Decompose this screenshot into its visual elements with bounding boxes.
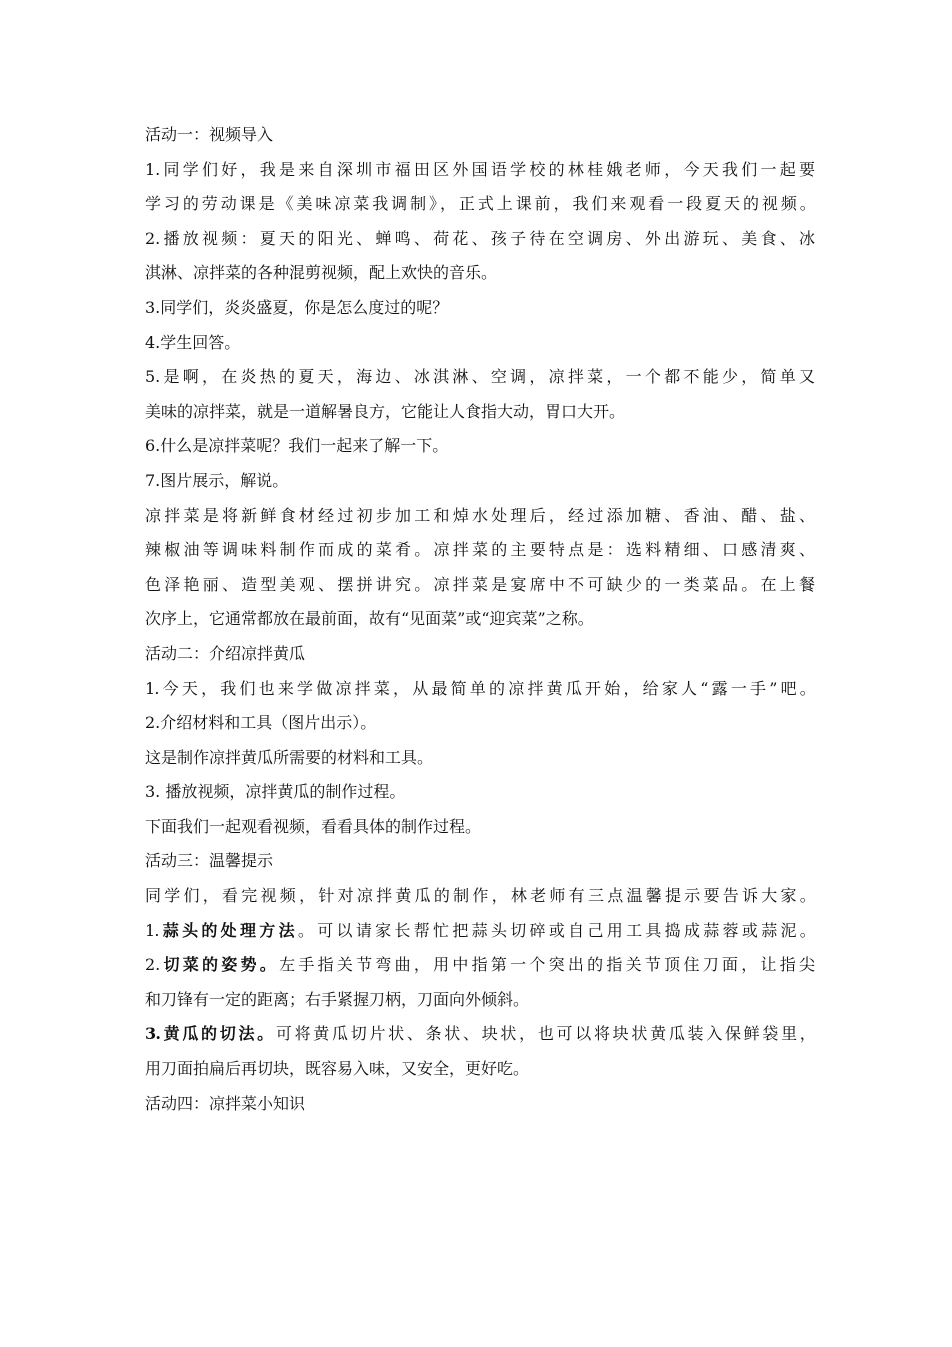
paragraph-line: 5.是啊，在炎热的夏天，海边、冰淇淋、空调，凉拌菜，一个都不能少，简单又 [145, 367, 815, 387]
paragraph-line: 次序上，它通常都放在最前面，故有“见面菜”或“迎宾菜”之称。 [145, 609, 594, 629]
tip-line [145, 1017, 815, 1052]
section-heading-activity-2: 活动二：介绍凉拌黄瓜 [145, 643, 306, 663]
paragraph-line: 和刀锋有一定的距离；右手紧握刀柄，刀面向外倾斜。 [145, 989, 530, 1009]
tip-title: 切菜的姿势。 [160, 955, 280, 975]
tip-text: 左手指关节弯曲，用中指第一个突出的指关节顶住刀面，让指尖 [279, 955, 815, 975]
paragraph-line: 2.介绍材料和工具（图片出示）。 [145, 713, 377, 733]
section-heading-activity-4: 活动四：凉拌菜小知识 [145, 1093, 306, 1113]
tip-number: 1. [145, 920, 159, 940]
paragraph-line: 下面我们一起观看视频，看看具体的制作过程。 [145, 816, 482, 836]
section-heading-activity-3: 活动三：温馨提示 [145, 851, 274, 871]
tip-line [145, 948, 815, 983]
paragraph-line: 凉拌菜是将新鲜食材经过初步加工和焯水处理后，经过添加糖、香油、醋、盐、 [145, 505, 815, 525]
tip-title: 蒜头的处理方法 [158, 920, 298, 940]
paragraph-line: 学习的劳动课是《美味凉菜我调制》，正式上课前，我们来观看一段夏天的视频。 [145, 194, 815, 214]
paragraph-line: 7.图片展示，解说。 [145, 470, 289, 490]
paragraph-line: 2.播放视频：夏天的阳光、蝉鸣、荷花、孩子待在空调房、外出游玩、美食、冰 [145, 228, 815, 248]
paragraph-line: 3. 播放视频，凉拌黄瓜的制作过程。 [145, 782, 406, 802]
paragraph-line: 4.学生回答。 [145, 332, 241, 352]
paragraph-line: 同学们，看完视频，针对凉拌黄瓜的制作，林老师有三点温馨提示要告诉大家。 [145, 886, 815, 906]
tip-text: 可将黄瓜切片状、条状、块状，也可以将块状黄瓜装入保鲜袋里， [275, 1024, 815, 1044]
tip-number: 2. [145, 955, 161, 975]
paragraph-line: 用刀面拍扁后再切块，既容易入味，又安全，更好吃。 [145, 1059, 530, 1079]
paragraph-line: 淇淋、凉拌菜的各种混剪视频，配上欢快的音乐。 [145, 263, 498, 283]
document-page [145, 118, 815, 1121]
paragraph-line: 6.什么是凉拌菜呢？我们一起来了解一下。 [145, 436, 449, 456]
paragraph-line: 美味的凉拌菜，就是一道解暑良方，它能让人食指大动，胃口大开。 [145, 401, 626, 421]
paragraph-line: 这是制作凉拌黄瓜所需要的材料和工具。 [145, 747, 434, 767]
paragraph-line: 3.同学们，炎炎盛夏，你是怎么度过的呢？ [145, 297, 449, 317]
paragraph-line: 1.同学们好，我是来自深圳市福田区外国语学校的林桂娥老师，今天我们一起要 [145, 159, 815, 179]
tip-line [145, 914, 815, 949]
tip-text: 。可以请家长帮忙把蒜头切碎或自己用工具捣成蒜蓉或蒜泥。 [297, 920, 815, 940]
tip-title: 3.黄瓜的切法。 [145, 1024, 276, 1044]
paragraph-line: 辣椒油等调味料制作而成的菜肴。凉拌菜的主要特点是：选料精细、口感清爽、 [145, 540, 815, 560]
paragraph-line: 1.今天，我们也来学做凉拌菜，从最简单的凉拌黄瓜开始，给家人“露一手”吧。 [145, 678, 815, 698]
section-heading-activity-1: 活动一：视频导入 [145, 125, 274, 144]
paragraph-line: 色泽艳丽、造型美观、摆拼讲究。凉拌菜是宴席中不可缺少的一类菜品。在上餐 [145, 574, 815, 594]
